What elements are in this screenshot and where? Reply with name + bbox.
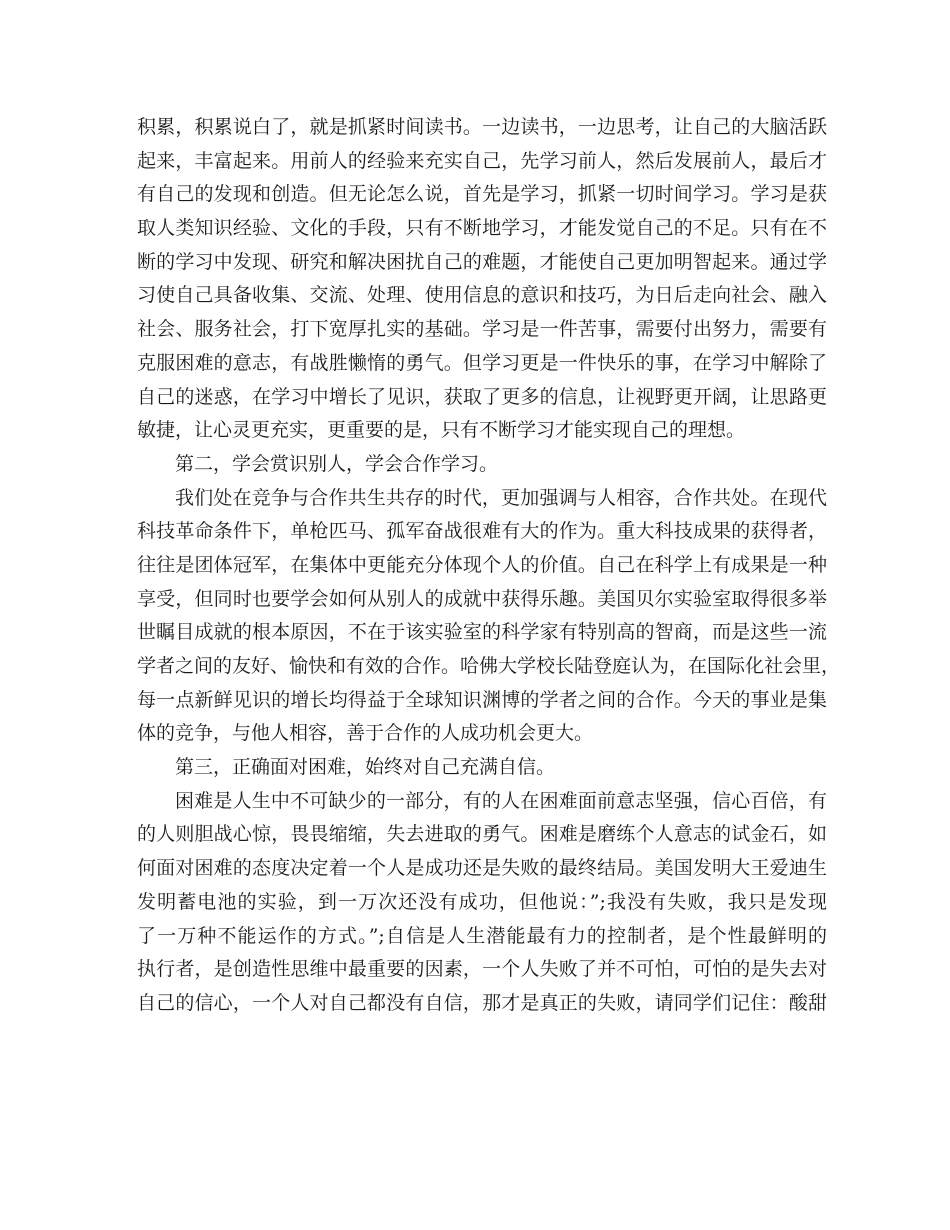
text-line: 每一点新鲜见识的增长均得益于全球知识渊博的学者之间的合作。今天的事业是集 [137,688,827,711]
text-line: 取人类知识经验、文化的手段，只有不断地学习，才能发觉自己的不足。只有在不 [137,217,827,240]
text-line: 积累，积累说白了，就是抓紧时间读书。一边读书，一边思考，让自己的大脑活跃 [137,116,827,138]
text-line: 了一万种不能运作的方式。”;自信是人生潜能最有力的控制者，是个性最鲜明的 [137,924,827,947]
text-line: 享受，但同时也要学会如何从别人的成就中获得乐趣。美国贝尔实验室取得很多举 [137,587,827,610]
text-line: 科技革命条件下，单枪匹马、孤军奋战很难有大的作为。重大科技成果的获得者， [137,520,827,543]
text-line: 的人则胆战心惊，畏畏缩缩，失去进取的勇气。困难是磨练个人意志的试金石，如 [137,823,827,846]
text-line: 第三，正确面对困难，始终对自己充满自信。 [175,756,556,779]
text-line: 困难是人生中不可缺少的一部分，有的人在困难面前意志坚强，信心百倍，有 [175,789,827,812]
text-line: 自己的迷惑，在学习中增长了见识，获取了更多的信息，让视野更开阔，让思路更 [137,385,827,408]
body-text [137,111,841,1021]
text-line: 自己的信心，一个人对自己都没有自信，那才是真正的失败，请同学们记住：酸甜 [137,991,827,1014]
text-line: 有自己的发现和创造。但无论怎么说，首先是学习，抓紧一切时间学习。学习是获 [137,183,827,206]
text-line: 敏捷，让心灵更充实，更重要的是，只有不断学习才能实现自己的理想。 [137,419,746,442]
text-line: 何面对困难的态度决定着一个人是成功还是失败的最终结局。美国发明大王爱迪生 [137,857,827,880]
text-line: 往往是团体冠军，在集体中更能充分体现个人的价值。自己在科学上有成果是一种 [137,553,827,576]
text-line: 世瞩目成就的根本原因，不在于该实验室的科学家有特别高的智商，而是这些一流 [137,621,827,644]
text-line: 克服困难的意志，有战胜懒惰的勇气。但学习更是一件快乐的事，在学习中解除了 [137,351,827,374]
text-line: 断的学习中发现、研究和解决困扰自己的难题，才能使自己更加明智起来。通过学 [137,250,827,273]
text-line: 习使自己具备收集、交流、处理、使用信息的意识和技巧，为日后走向社会、融入 [137,284,827,307]
text-line: 社会、服务社会，打下宽厚扎实的基础。学习是一件苦事，需要付出努力，需要有 [137,318,827,341]
text-line: 体的竞争，与他人相容，善于合作的人成功机会更大。 [137,722,594,745]
text-line: 执行者，是创造性思维中最重要的因素，一个人失败了并不可怕，可怕的是失去对 [137,958,827,981]
text-line: 发明蓄电池的实验，到一万次还没有成功，但他说：”;我没有失败，我只是发现 [137,890,827,913]
text-line: 学者之间的友好、愉快和有效的合作。哈佛大学校长陆登庭认为，在国际化社会里， [137,655,841,677]
text-line: 第二，学会赏识别人，学会合作学习。 [175,452,499,475]
text-line: 我们处在竞争与合作共生共存的时代，更加强调与人相容，合作共处。在现代 [175,486,827,509]
text-line: 起来，丰富起来。用前人的经验来充实自己，先学习前人，然后发展前人，最后才 [137,149,827,172]
